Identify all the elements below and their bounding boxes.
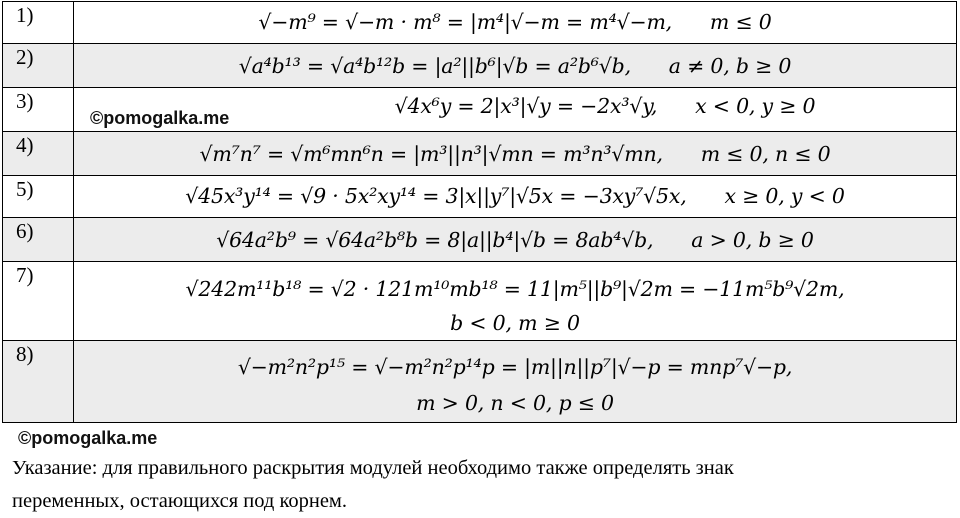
row-number: 2) <box>3 44 74 88</box>
hint-line: переменных, остающихся под корнем. <box>12 490 348 512</box>
row-number: 5) <box>3 176 74 218</box>
solutions-table <box>2 1 957 423</box>
row-number: 1) <box>3 2 74 44</box>
table-row <box>3 132 957 176</box>
hint-line: Указание: для правильного раскрытия модулей необходимо также определять знак <box>12 457 734 479</box>
expression-line: m > 0, n < 0, p ≤ 0 <box>416 391 614 415</box>
row-expression <box>74 262 957 341</box>
row-expression <box>74 2 957 44</box>
table-row <box>3 262 957 341</box>
row-number: 4) <box>3 132 74 176</box>
row-number: 6) <box>3 218 74 262</box>
table-row <box>3 2 957 44</box>
table-row <box>3 176 957 218</box>
expression-line: √−m²n²p¹⁵ = √−m²n²p¹⁴p = |m||n||p⁷|√−p = mnp⁷√−p, <box>237 355 793 379</box>
expression-line: √45x³y¹⁴ = √9 · 5x²xy¹⁴ = 3|x||y⁷|√5x = −3xy⁷√5x, x ≥ 0, y < 0 <box>185 184 845 208</box>
watermark: ©pomogalka.me <box>18 428 158 448</box>
row-number: 7) <box>3 262 74 341</box>
row-expression <box>74 218 957 262</box>
row-expression <box>74 176 957 218</box>
row-expression <box>74 132 957 176</box>
expression-line: √a⁴b¹³ = √a⁴b¹²b = |a²||b⁶|√b = a²b⁶√b, a ≠ 0, b ≥ 0 <box>238 54 792 78</box>
expression-line: √242m¹¹b¹⁸ = √2 · 121m¹⁰mb¹⁸ = 11|m⁵||b⁹|√2m = −11m⁵b⁹√2m, <box>185 277 845 301</box>
expression-line: √−m⁹ = √−m · m⁸ = |m⁴|√−m = m⁴√−m, m ≤ 0 <box>258 10 772 34</box>
hint-note <box>12 452 952 518</box>
table-row <box>3 218 957 262</box>
watermark: ©pomogalka.me <box>90 108 230 128</box>
table-row <box>3 44 957 88</box>
expression-line: √m⁷n⁷ = √m⁶mn⁶n = |m³||n³|√mn = m³n³√mn, m ≤ 0, n ≤ 0 <box>199 142 831 166</box>
expression-line: b < 0, m ≥ 0 <box>450 311 580 335</box>
row-number: 3) <box>3 88 74 132</box>
expression-line: √64a²b⁹ = √64a²b⁸b = 8|a||b⁴|√b = 8ab⁴√b, a > 0, b ≥ 0 <box>216 228 814 252</box>
table-row <box>3 341 957 423</box>
expression-line: √4x⁶y = 2|x³|√y = −2x³√y, x < 0, y ≥ 0 <box>394 94 816 118</box>
row-expression <box>74 341 957 423</box>
row-expression <box>74 44 957 88</box>
row-number: 8) <box>3 341 74 423</box>
